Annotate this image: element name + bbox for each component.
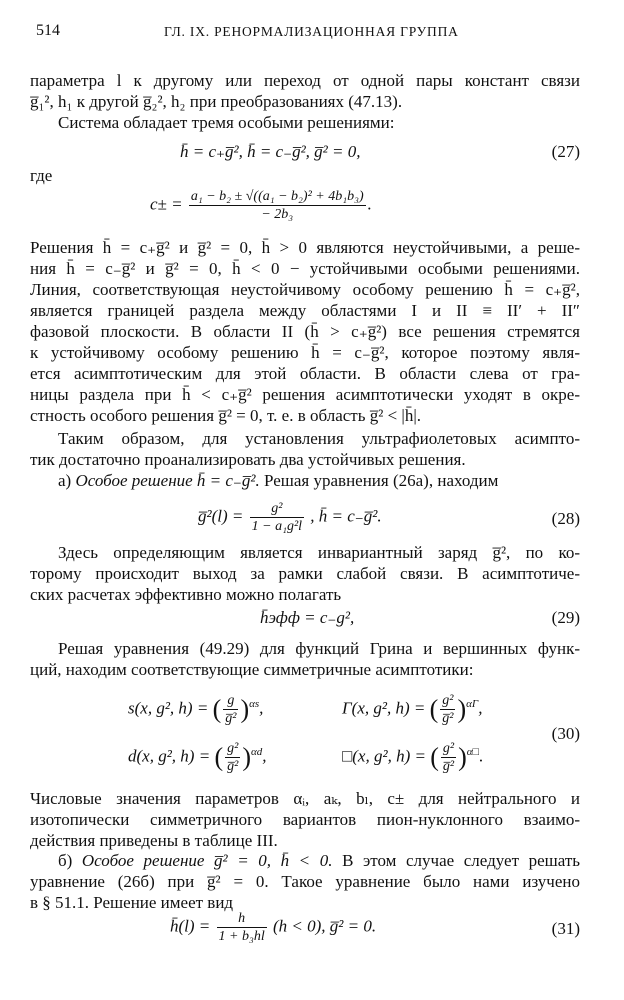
paragraph-1 (30, 70, 580, 112)
fraction (440, 692, 455, 727)
item-label: б) (58, 851, 73, 870)
equation-29 (30, 608, 580, 632)
equation-rhs: , h̄ = c₋g̅². (310, 506, 382, 526)
equation-lhs: h̄(l) = (170, 916, 211, 936)
fraction-denominator: g̅² (442, 711, 454, 726)
fraction (189, 188, 366, 223)
fraction (223, 692, 238, 727)
fraction-denominator: 1 − a₁g²l (251, 519, 303, 534)
fraction-numerator: g² (250, 500, 304, 518)
fraction-numerator: a₁ − b₂ ± √((a₁ − b₂)² + 4b₁b₃) (190, 189, 364, 204)
text-line: в § 51.1. Решение имеет вид (30, 893, 234, 912)
paragraph-6 (30, 542, 580, 605)
equation-number: (31) (551, 919, 580, 938)
equation-body: h̄ = c₊g̅², h̄ = c₋g̅², g̅² = 0, (180, 142, 361, 161)
paragraph-3 (30, 237, 580, 426)
fraction (225, 740, 240, 775)
paragraph-5 (30, 470, 580, 491)
item-text: В этом случае следует решать (342, 851, 581, 870)
text-line (30, 470, 580, 491)
equation-number: (29) (551, 608, 580, 627)
paragraph-7 (30, 638, 580, 680)
fraction-denominator: 1 + b₃hl (218, 929, 265, 944)
text-line: ских расчетах эффективно можно полагать (30, 585, 342, 604)
text-line: Решая уравнения (49.29) для функций Грина и вершинных функ- (58, 639, 580, 658)
equation-lhs: g̅²(l) = (198, 506, 244, 526)
fraction-numerator: g² (227, 741, 239, 756)
text-line: Линия, соответствующая неустойчивому особому решению h̄ = c₊g̅², (30, 280, 580, 299)
paragraph-9 (30, 850, 580, 913)
text-line: ния h̄ = c₋g̅² и g̅² = 0, h̄ < 0 − устойчивыми особыми решениями. (30, 259, 580, 278)
equation-lhs: d(x, g², h) = (128, 746, 211, 766)
item-label: а) (58, 471, 72, 490)
equation-lhs: □(x, g², h) = (342, 746, 426, 766)
text-line: фазовой плоскости. В области II (h̄ > c₊g̅²) все решения стремятся (30, 322, 580, 341)
fraction (250, 500, 304, 535)
paragraph-2 (30, 112, 580, 133)
text-line: ницы раздела при h̄ < c₊g̅² решения асимптотически уходят в окре- (30, 385, 580, 404)
item-heading: Особое решение h̄ = c₋g̅². (75, 471, 260, 490)
text-line: уравнение (26б) при g̅² = 0. Такое уравнение было нами изучено (30, 872, 580, 891)
fraction-denominator: g̅² (227, 759, 239, 774)
equation-c-pm: c± = $\frac{\text{a₁ − b₂ ± √((a₁ − b₂)² + 4b₁b₃)}}{\text{− 2b₃}}$ . (150, 189, 372, 222)
equation-number: (30) (551, 724, 580, 743)
text-line: Числовые значения параметров αᵢ, aₖ, bₗ, c± для нейтрального и (30, 789, 580, 808)
text-line (30, 850, 580, 871)
text-line: где (30, 166, 53, 185)
text-line: параметра l к другому или переход от одной пары констант связи (30, 71, 580, 90)
equation-lhs: Γ(x, g², h) = (342, 698, 426, 718)
page-header (36, 22, 584, 44)
text-line: к устойчивому особому решению h̄ = c₋g̅², которое поэтому явля- (30, 343, 580, 362)
fraction-denominator: g̅² (442, 759, 455, 774)
item-heading: Особое решение g̅² = 0, h̄ < 0. (81, 851, 333, 870)
fraction-numerator: g² (442, 741, 455, 756)
equation-lhs: c± = (150, 194, 183, 214)
paragraph-4 (30, 428, 580, 470)
gde-word (30, 165, 580, 186)
fraction-numerator: h (217, 910, 267, 928)
fraction (441, 740, 456, 775)
text-line: ется асимптотическим для этой области. В области слева от гра- (30, 364, 580, 383)
equation-number: (27) (551, 142, 580, 161)
equation-number: (28) (551, 509, 580, 528)
fraction-denominator: − 2b₃ (261, 207, 294, 222)
equation-31 (30, 910, 580, 950)
text-line: торому происходит выход за рамки слабой связи. В асимптотиче- (30, 564, 580, 583)
exponent: αΓ (466, 697, 479, 710)
text-line: действия приведены в таблице III. (30, 831, 278, 850)
text-line: Таким образом, для установления ультрафиолетовых асимпто- (58, 429, 580, 448)
text-line: Здесь определяющим является инвариантный заряд g̅², по ко- (58, 543, 580, 562)
page-number: 514 (36, 22, 60, 39)
text-line: тик достаточно проанализировать два устойчивых решения. (30, 450, 466, 469)
fraction-numerator: g² (442, 693, 454, 708)
fraction-numerator: g (223, 692, 238, 710)
text-line: является границей раздела между областями I и II ≡ II′ + II″ (30, 301, 580, 320)
exponent: α□ (466, 745, 480, 758)
text-line: Решения h̄ = c₊g̅² и g̅² = 0, h̄ > 0 являются неустойчивыми, а реше- (30, 238, 580, 257)
text-line: g̅₁², h₁ к другой g̅₂², h₂ при преобразованиях (47.13). (30, 92, 403, 111)
text-line: ций, находим соответствующие симметричные асимптотики: (30, 660, 474, 679)
exponent: αd (250, 745, 263, 758)
equation-rhs: (h < 0), g̅² = 0. (273, 916, 377, 936)
fraction-denominator: g̅² (225, 711, 237, 726)
text-line: изотопически симметричного вариантов пион-нуклонного взаимо- (30, 810, 580, 829)
equation-30: s(x, g², h) = ( $\frac{g}{\text{g̅²}}$ )$^{\alpha s}$, Γ(x, g², h) = ( $\frac{\text{g²}}{\text{g̅²}}$ )$^{\alpha\Gamma}$, d(x, g², h) = ( $\frac{\text{g²}}{\text{g̅²}}$ )$^{\alpha d}$, □(x, g², h) = ( $\frac{\text{g²}}{\text{g̅²}}$ )$^{\alpha□}$. (30) (128, 693, 580, 774)
running-title: ГЛ. IX. РЕНОРМАЛИЗАЦИОННАЯ ГРУППА (164, 24, 459, 39)
equation-28 (30, 500, 580, 540)
fraction (217, 910, 267, 945)
equation-body: h̄эфф = c₋g², (260, 608, 355, 627)
paragraph-8 (30, 788, 580, 851)
text-line: Система обладает тремя особыми решениями: (58, 113, 395, 132)
equation-lhs: s(x, g², h) = (128, 698, 209, 718)
equation-27 (30, 142, 580, 166)
item-text: Решая уравнения (26а), находим (264, 471, 499, 490)
text-line: стность особого решения g̅² = 0, т. е. в область g̅² < |h̄|. (30, 406, 421, 425)
exponent: αs (249, 697, 260, 710)
